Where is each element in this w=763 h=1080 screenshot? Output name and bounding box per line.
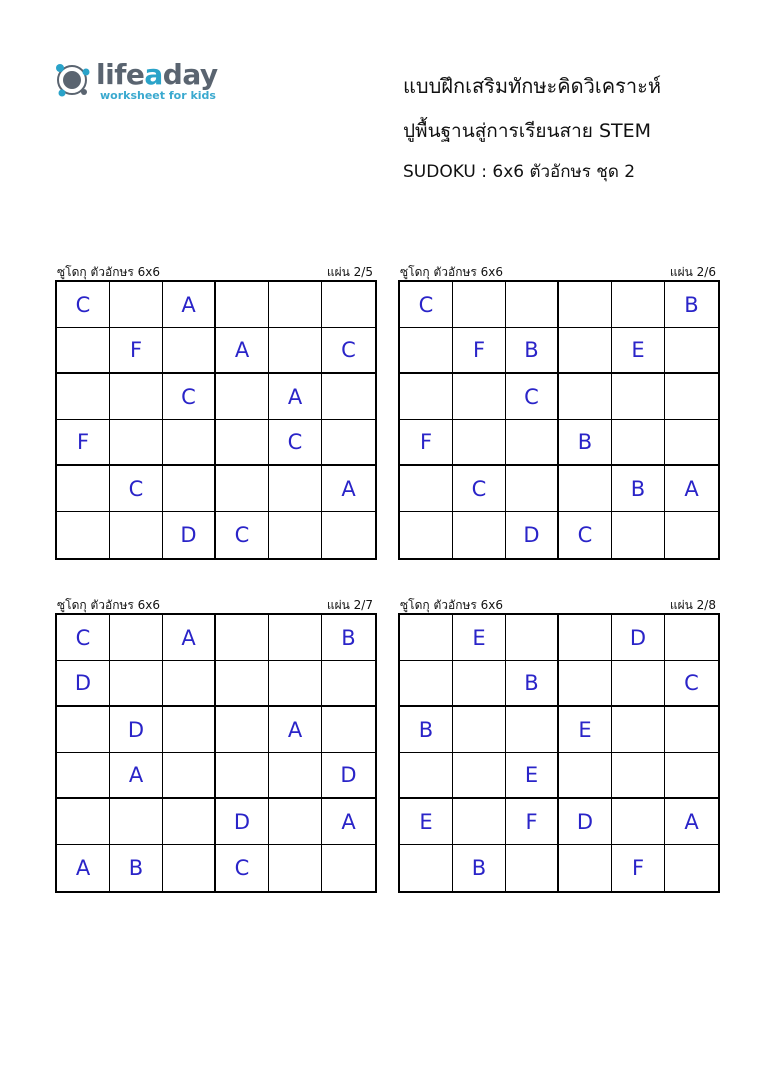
sudoku-cell: B (506, 328, 559, 374)
logo-molecule-icon (52, 60, 92, 100)
sudoku-cell (322, 512, 375, 558)
sudoku-cell (269, 466, 322, 512)
sudoku-cell (400, 512, 453, 558)
sudoku-cell (163, 661, 216, 707)
worksheet-title: แบบฝึกเสริมทักษะคิดวิเคราะห์ (403, 74, 662, 98)
sudoku-cell (665, 707, 718, 753)
sudoku-cell (322, 845, 375, 891)
puzzle-header (398, 262, 718, 280)
sudoku-cell: C (559, 512, 612, 558)
sudoku-cell: A (269, 707, 322, 753)
sudoku-cell: F (57, 420, 110, 466)
sudoku-cell: A (665, 799, 718, 845)
sudoku-puzzle (398, 262, 718, 560)
sudoku-cell: E (453, 615, 506, 661)
sheet-number: แผ่น 2/5 (326, 265, 373, 279)
sudoku-cell (269, 799, 322, 845)
sudoku-cell: C (163, 374, 216, 420)
sudoku-cell: A (216, 328, 269, 374)
sudoku-cell: F (612, 845, 665, 891)
sudoku-cell: A (57, 845, 110, 891)
sudoku-cell (216, 707, 269, 753)
puzzle-header (55, 262, 375, 280)
sudoku-cell: B (612, 466, 665, 512)
sudoku-cell (400, 374, 453, 420)
sudoku-cell (559, 328, 612, 374)
sudoku-cell (57, 466, 110, 512)
sudoku-cell (559, 661, 612, 707)
sudoku-cell (163, 799, 216, 845)
sudoku-cell (163, 707, 216, 753)
sudoku-cell: B (559, 420, 612, 466)
sudoku-cell (400, 328, 453, 374)
sudoku-cell (612, 707, 665, 753)
sudoku-cell (453, 420, 506, 466)
sudoku-grid (398, 280, 720, 560)
logo-wordmark: lifeaday (96, 58, 218, 91)
sudoku-cell (163, 753, 216, 799)
logo-tagline: worksheet for kids (100, 89, 216, 102)
sudoku-cell (216, 466, 269, 512)
sudoku-cell (269, 615, 322, 661)
sudoku-cell (163, 328, 216, 374)
puzzle-label: ซูโดกุ ตัวอักษร 6x6 (57, 598, 161, 612)
sudoku-cell (612, 512, 665, 558)
sheet-number: แผ่น 2/6 (669, 265, 716, 279)
sudoku-cell: A (163, 615, 216, 661)
sudoku-cell: F (400, 420, 453, 466)
sudoku-cell: D (559, 799, 612, 845)
sudoku-cell (163, 845, 216, 891)
sudoku-cell (453, 512, 506, 558)
sudoku-cell (612, 420, 665, 466)
sudoku-puzzle (55, 262, 375, 560)
sudoku-cell (216, 374, 269, 420)
sudoku-cell (57, 707, 110, 753)
sudoku-cell (665, 845, 718, 891)
sudoku-cell (269, 661, 322, 707)
sudoku-cell: E (612, 328, 665, 374)
sudoku-cell (506, 466, 559, 512)
sudoku-grid (55, 613, 377, 893)
sudoku-cell (506, 615, 559, 661)
sudoku-cell (612, 282, 665, 328)
sudoku-cell (400, 661, 453, 707)
sudoku-grid (398, 613, 720, 893)
sudoku-cell (453, 661, 506, 707)
sudoku-cell (506, 282, 559, 328)
sudoku-cell: E (559, 707, 612, 753)
sudoku-cell: C (57, 615, 110, 661)
sudoku-cell (400, 466, 453, 512)
sudoku-cell (216, 661, 269, 707)
sudoku-cell: D (322, 753, 375, 799)
sudoku-cell (216, 753, 269, 799)
sudoku-cell: C (665, 661, 718, 707)
sudoku-cell (322, 707, 375, 753)
sudoku-cell (453, 374, 506, 420)
sudoku-cell (559, 374, 612, 420)
sudoku-puzzle (55, 595, 375, 893)
sudoku-cell (453, 753, 506, 799)
sudoku-cell (400, 845, 453, 891)
sudoku-cell (612, 661, 665, 707)
sudoku-cell: B (400, 707, 453, 753)
sudoku-cell (559, 282, 612, 328)
sudoku-cell (612, 753, 665, 799)
sudoku-cell (269, 753, 322, 799)
sudoku-cell: E (400, 799, 453, 845)
sudoku-cell: C (400, 282, 453, 328)
sudoku-cell: F (506, 799, 559, 845)
sheet-number: แผ่น 2/8 (669, 598, 716, 612)
sudoku-cell (322, 420, 375, 466)
sudoku-cell (269, 845, 322, 891)
sudoku-cell: C (110, 466, 163, 512)
sudoku-cell (400, 753, 453, 799)
sudoku-cell (110, 420, 163, 466)
sudoku-cell (110, 615, 163, 661)
sudoku-cell (57, 328, 110, 374)
sudoku-cell: D (216, 799, 269, 845)
sudoku-cell (269, 328, 322, 374)
sudoku-cell (612, 374, 665, 420)
sudoku-cell (57, 753, 110, 799)
sudoku-cell (612, 799, 665, 845)
sudoku-cell: D (506, 512, 559, 558)
sudoku-cell (559, 753, 612, 799)
worksheet-subtitle: ปูพื้นฐานสู่การเรียนสาย STEM (403, 120, 652, 142)
puzzle-header (398, 595, 718, 613)
sudoku-cell (506, 845, 559, 891)
sudoku-cell (57, 374, 110, 420)
sudoku-cell: A (269, 374, 322, 420)
sudoku-cell: A (322, 799, 375, 845)
sudoku-cell (216, 420, 269, 466)
sudoku-cell: C (57, 282, 110, 328)
sudoku-cell: C (322, 328, 375, 374)
sudoku-cell (665, 512, 718, 558)
sudoku-cell: A (322, 466, 375, 512)
sudoku-cell: A (163, 282, 216, 328)
sudoku-cell: C (453, 466, 506, 512)
sudoku-cell: B (110, 845, 163, 891)
sudoku-cell (506, 707, 559, 753)
sudoku-cell: C (269, 420, 322, 466)
sudoku-cell (665, 328, 718, 374)
sudoku-cell (269, 512, 322, 558)
puzzle-header (55, 595, 375, 613)
sudoku-cell (559, 466, 612, 512)
sudoku-cell (57, 512, 110, 558)
sudoku-cell: B (322, 615, 375, 661)
sudoku-cell (322, 282, 375, 328)
sudoku-cell (559, 615, 612, 661)
sudoku-cell: C (506, 374, 559, 420)
sudoku-cell (110, 661, 163, 707)
sudoku-cell (665, 615, 718, 661)
worksheet-set-label: SUDOKU : 6x6 ตัวอักษร ชุด 2 (403, 162, 636, 182)
sudoku-cell (216, 615, 269, 661)
sudoku-cell (269, 282, 322, 328)
sudoku-cell: D (110, 707, 163, 753)
lifeaday-logo (52, 56, 222, 108)
sudoku-cell (110, 512, 163, 558)
sudoku-cell (110, 799, 163, 845)
sudoku-cell: F (110, 328, 163, 374)
sudoku-cell (110, 374, 163, 420)
puzzle-label: ซูโดกุ ตัวอักษร 6x6 (400, 265, 504, 279)
sudoku-cell: B (506, 661, 559, 707)
sudoku-cell: D (612, 615, 665, 661)
puzzle-label: ซูโดกุ ตัวอักษร 6x6 (57, 265, 161, 279)
sudoku-grid (55, 280, 377, 560)
sudoku-cell (57, 799, 110, 845)
sudoku-cell: C (216, 845, 269, 891)
sudoku-cell: B (665, 282, 718, 328)
sudoku-cell (665, 374, 718, 420)
sudoku-cell: A (110, 753, 163, 799)
sudoku-cell (163, 466, 216, 512)
sudoku-cell: C (216, 512, 269, 558)
sudoku-cell: D (57, 661, 110, 707)
sudoku-cell (665, 753, 718, 799)
sudoku-cell: A (665, 466, 718, 512)
sudoku-cell (322, 374, 375, 420)
sudoku-cell (322, 661, 375, 707)
sudoku-cell (110, 282, 163, 328)
sudoku-puzzle (398, 595, 718, 893)
sudoku-cell (506, 420, 559, 466)
sudoku-cell: F (453, 328, 506, 374)
puzzle-label: ซูโดกุ ตัวอักษร 6x6 (400, 598, 504, 612)
sudoku-cell: E (506, 753, 559, 799)
sudoku-cell (453, 707, 506, 753)
sudoku-cell (163, 420, 216, 466)
sudoku-cell: D (163, 512, 216, 558)
sudoku-cell (216, 282, 269, 328)
sudoku-cell (665, 420, 718, 466)
sudoku-cell (453, 799, 506, 845)
sudoku-cell (559, 845, 612, 891)
sudoku-cell (400, 615, 453, 661)
sudoku-cell: B (453, 845, 506, 891)
sheet-number: แผ่น 2/7 (326, 598, 373, 612)
sudoku-cell (453, 282, 506, 328)
